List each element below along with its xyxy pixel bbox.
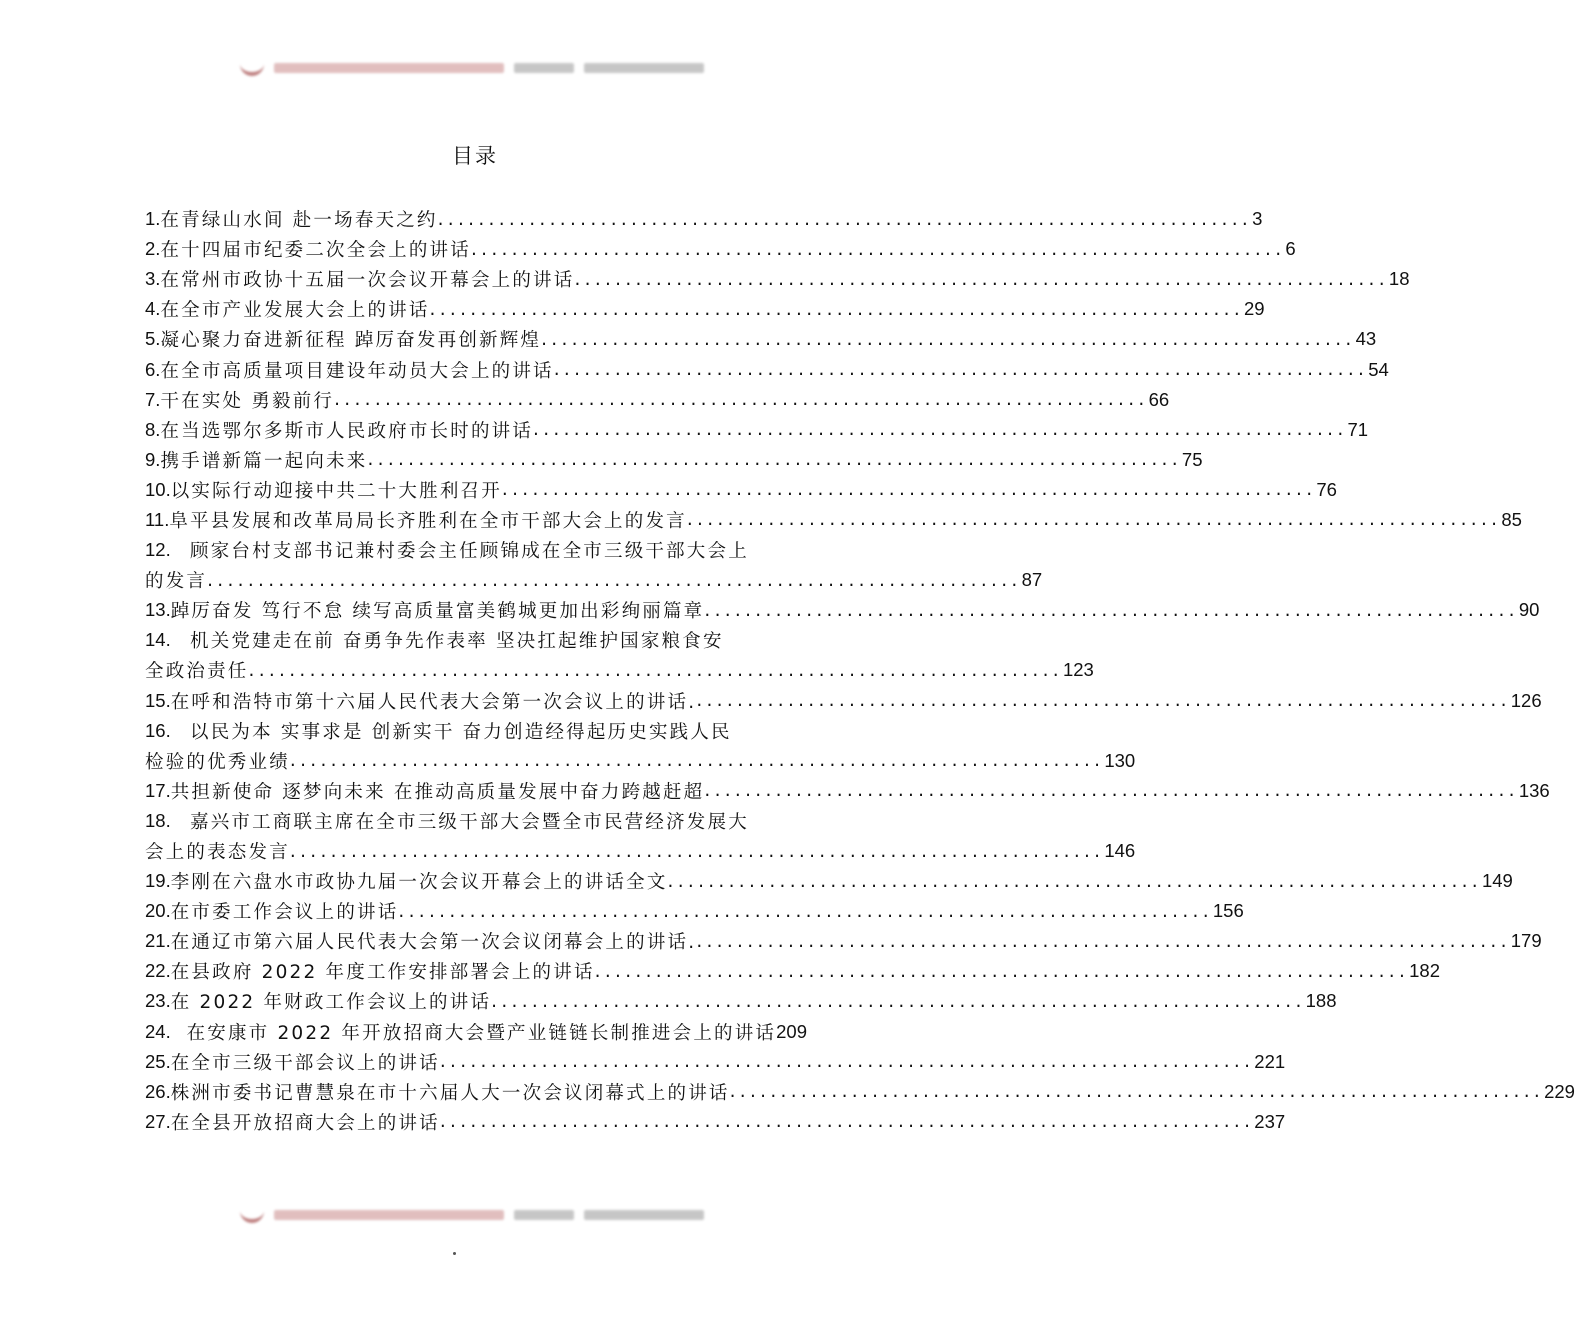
dot-leader: ................................................................................ <box>289 840 1105 862</box>
entry-title: 在全县开放招商大会上的讲话 <box>170 1112 440 1134</box>
entry-page-number: 126 <box>1510 689 1542 711</box>
dot-leader: ................................................................................ <box>541 328 1356 350</box>
entry-title: 在全市三级干部会议上的讲话 <box>170 1052 440 1074</box>
toc-entry[interactable] <box>145 986 1337 1016</box>
entry-page-number: 76 <box>1316 478 1337 500</box>
entry-title: 机关党建走在前 奋勇争先作表率 坚决扛起维护国家粮食安 <box>190 631 724 653</box>
toc-entry[interactable] <box>145 806 807 836</box>
entry-number: 14. <box>145 629 171 651</box>
entry-title: 在当选鄂尔多斯市人民政府市长时的讲话 <box>160 420 534 442</box>
entry-page-number: 43 <box>1355 328 1377 350</box>
dot-leader: ................................................................................ <box>533 419 1348 441</box>
entry-page-number: 75 <box>1181 448 1203 470</box>
entry-number: 9. <box>145 448 161 470</box>
toc-entry[interactable] <box>145 1077 1575 1107</box>
toc-entry[interactable] <box>145 385 1170 415</box>
entry-title: 在 2022 年财政工作会议上的讲话 <box>170 992 492 1014</box>
toc-entry[interactable] <box>145 264 1410 294</box>
footer-watermark <box>240 1205 720 1225</box>
entry-title: 在青绿山水间 赴一场春天之约 <box>160 210 438 232</box>
entry-page-number: 90 <box>1518 599 1540 621</box>
entry-page-number: 229 <box>1544 1080 1575 1102</box>
entry-number: 3. <box>145 268 161 290</box>
entry-title: 在县政府 2022 年度工作安排部署会上的讲话 <box>170 962 595 984</box>
entry-title: 顾家台村支部书记兼村委会主任顾锦成在全市三级干部大会上 <box>190 541 749 563</box>
entry-page-number: 66 <box>1148 388 1170 410</box>
entry-number: 8. <box>145 418 161 440</box>
watermark-logo-icon <box>240 60 264 76</box>
entry-number: 16. <box>145 719 171 741</box>
entry-page-number: 221 <box>1254 1050 1286 1072</box>
entry-title: 检验的优秀业绩 <box>145 751 290 773</box>
dot-leader: ................................................................................ <box>574 268 1389 290</box>
dot-leader: ................................................................................ <box>398 900 1213 922</box>
entry-title: 在全市产业发展大会上的讲话 <box>160 300 430 322</box>
entry-number: 23. <box>145 990 171 1012</box>
entry-title: 的发言 <box>145 571 208 593</box>
entry-page-number: 182 <box>1409 960 1440 982</box>
toc-entry[interactable] <box>145 535 807 565</box>
entry-title: 在全市高质量项目建设年动员大会上的讲话 <box>160 360 554 382</box>
dot-leader: ................................................................................ <box>729 1081 1545 1103</box>
toc-entry[interactable] <box>145 746 1136 776</box>
toc-entry[interactable] <box>145 896 1244 926</box>
entry-number: 5. <box>145 328 161 350</box>
toc-title: 目录 <box>452 144 498 168</box>
dot-leader: ................................................................................ <box>667 870 1482 892</box>
toc-entry[interactable] <box>145 926 1542 956</box>
toc-entry[interactable] <box>145 866 1513 896</box>
entry-title: 株洲市委书记曹慧泉在市十六届人大一次会议闭幕式上的讲话 <box>170 1082 730 1104</box>
entry-page-number: 136 <box>1518 779 1550 801</box>
entry-page-number: 179 <box>1510 930 1542 952</box>
entry-number: 20. <box>145 900 171 922</box>
dot-leader: ................................................................................ <box>289 750 1105 772</box>
entry-number: 15. <box>145 689 171 711</box>
dot-leader: ................................................................................ <box>429 298 1244 320</box>
entry-page-number: 6 <box>1285 238 1296 260</box>
entry-number: 25. <box>145 1050 171 1072</box>
toc-entry[interactable] <box>145 445 1203 475</box>
toc-entry[interactable] <box>145 234 1296 264</box>
dot-leader: ................................................................................ <box>704 599 1519 621</box>
entry-title: 以民为本 实事求是 创新实干 奋力创造经得起历史实践人民 <box>190 721 732 743</box>
toc-entry[interactable] <box>145 505 1522 535</box>
toc-entry[interactable] <box>145 415 1369 445</box>
entry-page-number: 146 <box>1104 840 1136 862</box>
dot-leader: ................................................................................ <box>491 990 1306 1012</box>
toc-entry[interactable] <box>145 716 807 746</box>
entry-number: 4. <box>145 298 161 320</box>
entry-page-number: 188 <box>1305 990 1337 1012</box>
dot-leader: ................................................................................ <box>501 479 1317 501</box>
toc-entry[interactable] <box>145 776 1550 806</box>
entry-number: 19. <box>145 870 171 892</box>
entry-page-number: 3 <box>1252 208 1263 230</box>
entry-page-number: 85 <box>1501 508 1522 530</box>
entry-page-number: 130 <box>1104 749 1136 771</box>
table-of-contents <box>145 204 1575 1137</box>
entry-title: 嘉兴市工商联主席在全市三级干部大会暨全市民营经济发展大 <box>190 811 749 833</box>
entry-number: 12. <box>145 539 171 561</box>
entry-number: 21. <box>145 930 171 952</box>
entry-title: 在安康市 2022 年开放招商大会暨产业链链长制推进会上的讲话 <box>186 1022 777 1044</box>
toc-entry[interactable] <box>145 565 1043 595</box>
entry-title: 携手谱新篇一起向未来 <box>160 450 368 472</box>
entry-number: 27. <box>145 1110 171 1132</box>
dot-leader: ................................................................................ <box>248 659 1063 681</box>
toc-entry[interactable] <box>145 595 1540 625</box>
entry-page-number: 29 <box>1244 298 1265 320</box>
entry-page-number: 71 <box>1347 418 1369 440</box>
entry-number: 7. <box>145 388 161 410</box>
dot-leader: ................................................................................ <box>207 569 1022 591</box>
entry-number: 13. <box>145 599 171 621</box>
toc-entry[interactable] <box>145 836 1136 866</box>
entry-number: 24. <box>145 1020 171 1042</box>
entry-number: 26. <box>145 1080 171 1102</box>
entry-number: 22. <box>145 960 171 982</box>
header-watermark <box>240 58 720 78</box>
toc-entry[interactable] <box>145 294 1265 324</box>
entry-number: 11. <box>145 508 170 530</box>
toc-entry[interactable] <box>145 1107 1286 1137</box>
entry-title: 会上的表态发言 <box>145 842 290 864</box>
dot-leader: ................................................................................ <box>696 690 1511 712</box>
watermark-logo-icon <box>240 1207 264 1223</box>
dot-leader: ................................................................................ <box>367 449 1182 471</box>
entry-title: 干在实处 勇毅前行 <box>160 390 335 412</box>
entry-number: 10. <box>145 478 171 500</box>
toc-entry[interactable] <box>145 686 1542 716</box>
toc-entry[interactable] <box>145 324 1377 354</box>
entry-title: 凝心聚力奋进新征程 踔厉奋发再创新辉煌 <box>160 330 542 352</box>
entry-title: 在市委工作会议上的讲话 <box>170 902 399 924</box>
entry-title: 全政治责任 <box>145 661 249 683</box>
entry-title: 踔厉奋发 笃行不怠 续写高质量富美鹤城更加出彩绚丽篇章 <box>170 601 705 623</box>
dot-leader: ................................................................................ <box>696 930 1511 952</box>
entry-title: 在十四届市纪委二次全会上的讲话 <box>160 240 471 262</box>
entry-page-number: 209 <box>776 1020 807 1042</box>
dot-leader: ................................................................................ <box>594 960 1410 982</box>
toc-entry[interactable] <box>145 475 1337 505</box>
entry-page-number: 123 <box>1062 659 1094 681</box>
dot-leader: ................................................................................ <box>470 238 1286 260</box>
entry-title: 共担新使命 逐梦向未来 在推动高质量发展中奋力跨越赶超 <box>170 781 705 803</box>
entry-page-number: 87 <box>1021 569 1043 591</box>
entry-title: 阜平县发展和改革局局长齐胜利在全市干部大会上的发言 <box>169 510 687 532</box>
entry-page-number: 18 <box>1388 268 1410 290</box>
entry-title: 在呼和浩特市第十六届人民代表大会第一次会议上的讲话. <box>170 691 697 713</box>
entry-number: 6. <box>145 358 161 380</box>
toc-entry[interactable] <box>145 1047 1286 1077</box>
dot-leader: ................................................................................ <box>439 1111 1255 1133</box>
toc-entry[interactable] <box>145 204 1263 234</box>
entry-title: 在通辽市第六届人民代表大会第一次会议闭幕会上的讲话. <box>170 932 697 954</box>
entry-number: 17. <box>145 779 171 801</box>
entry-title: 李刚在六盘水市政协九届一次会议开幕会上的讲话全文 <box>170 872 668 894</box>
entry-title: 以实际行动迎接中共二十大胜利召开 <box>170 480 502 502</box>
entry-page-number: 156 <box>1212 900 1244 922</box>
entry-number: 1. <box>145 208 161 230</box>
entry-number: 18. <box>145 809 171 831</box>
dot-leader: ................................................................................ <box>686 509 1502 531</box>
dot-leader: ................................................................................ <box>704 780 1519 802</box>
dot-leader: ................................................................................ <box>437 208 1253 230</box>
toc-entry[interactable] <box>145 354 1389 384</box>
toc-entry[interactable] <box>145 956 1440 986</box>
entry-page-number: 54 <box>1368 358 1389 380</box>
entry-page-number: 149 <box>1481 870 1513 892</box>
dot-leader: ................................................................................ <box>439 1051 1255 1073</box>
entry-title: 在常州市政协十五届一次会议开幕会上的讲话 <box>160 270 575 292</box>
entry-number: 2. <box>145 238 161 260</box>
page-marker <box>453 1252 456 1255</box>
toc-entry[interactable] <box>145 1017 807 1047</box>
dot-leader: ................................................................................ <box>334 389 1149 411</box>
toc-entry[interactable] <box>145 655 1094 685</box>
toc-entry[interactable] <box>145 625 807 655</box>
dot-leader: ................................................................................ <box>553 359 1369 381</box>
entry-page-number: 237 <box>1254 1110 1286 1132</box>
